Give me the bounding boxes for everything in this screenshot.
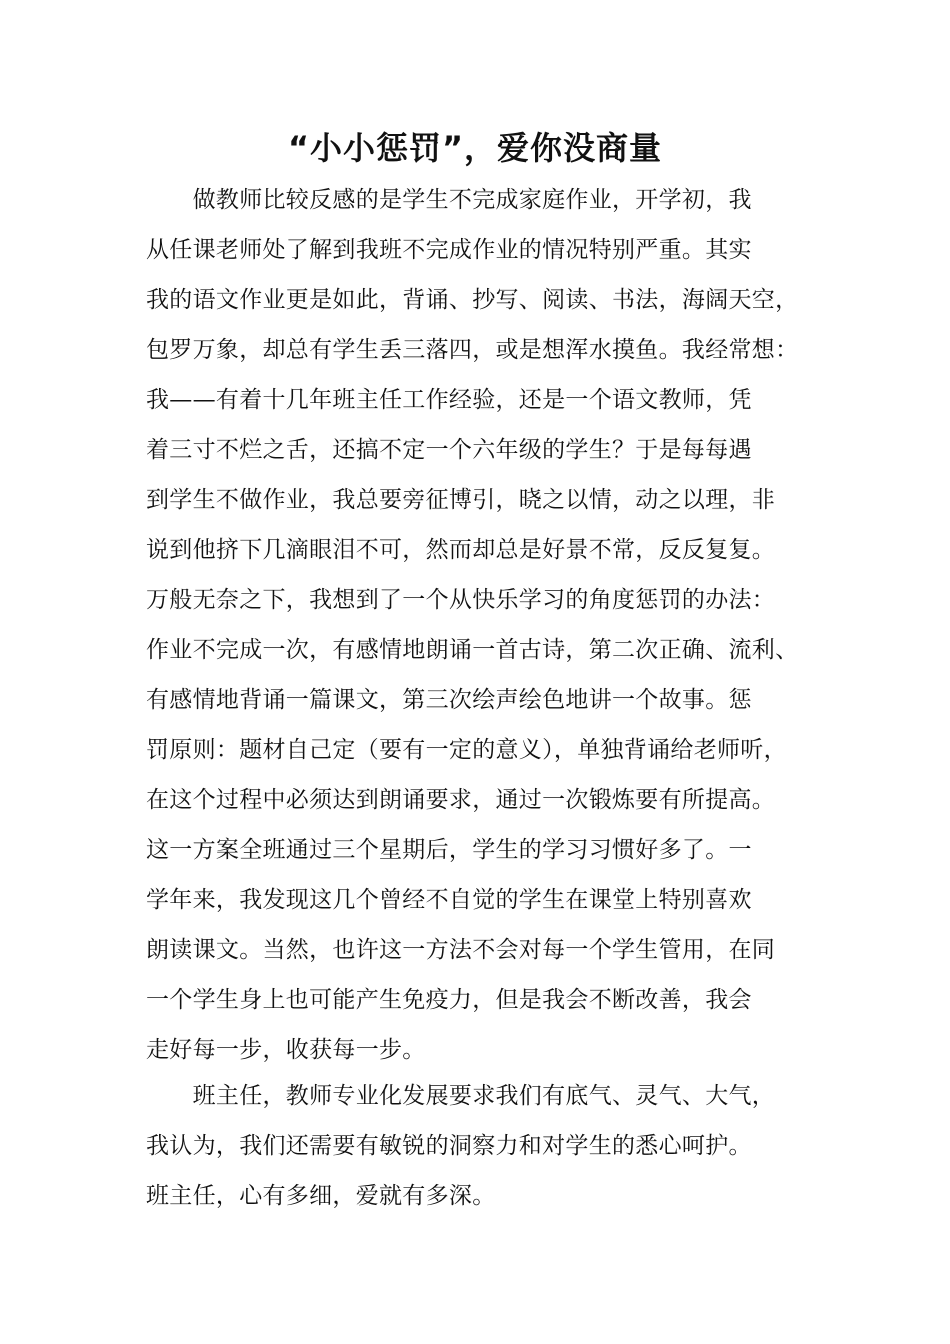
paragraph-line: 说到他挤下几滴眼泪不可，然而却总是好景不常，反反复复。 (146, 537, 776, 563)
paragraph-line: 我的语文作业更是如此，背诵、抄写、阅读、书法，海阔天空， (146, 287, 799, 313)
paragraph-line: 走好每一步，收获每一步。 (146, 1037, 426, 1063)
paragraph-line: 做教师比较反感的是学生不完成家庭作业，开学初，我 (146, 187, 752, 213)
paragraph-line: 作业不完成一次，有感情地朗诵一首古诗，第二次正确、流利、 (146, 637, 799, 663)
paragraph-line: 我——有着十几年班主任工作经验，还是一个语文教师，凭 (146, 387, 752, 413)
paragraph-line: 从任课老师处了解到我班不完成作业的情况特别严重。其实 (146, 237, 752, 263)
paragraph-line: 班主任，教师专业化发展要求我们有底气、灵气、大气， (146, 1083, 776, 1109)
paragraph-line: 班主任，心有多细，爱就有多深。 (146, 1183, 496, 1209)
paragraph-line: 在这个过程中必须达到朗诵要求，通过一次锻炼要有所提高。 (146, 787, 776, 813)
paragraph-line: 朗读课文。当然，也许这一方法不会对每一个学生管用，在同 (146, 937, 776, 963)
paragraph-line: 这一方案全班通过三个星期后，学生的学习习惯好多了。一 (146, 837, 752, 863)
paragraph-line: 有感情地背诵一篇课文，第三次绘声绘色地讲一个故事。惩 (146, 687, 752, 713)
body-paragraph-1 (146, 175, 814, 1075)
paragraph-line: 着三寸不烂之舌，还搞不定一个六年级的学生？于是每每遇 (146, 437, 752, 463)
paragraph-line: 罚原则：题材自己定（要有一定的意义），单独背诵给老师听， (146, 737, 787, 763)
paragraph-line: 包罗万象，却总有学生丢三落四，或是想浑水摸鱼。我经常想： (146, 337, 799, 363)
document-title: “小小惩罚”，爱你没商量 (287, 129, 663, 167)
paragraph-line: 到学生不做作业，我总要旁征博引，晓之以情，动之以理，非 (146, 487, 776, 513)
body-paragraph-2 (146, 1071, 814, 1221)
paragraph-line: 我认为，我们还需要有敏锐的洞察力和对学生的悉心呵护。 (146, 1133, 752, 1159)
paragraph-line: 万般无奈之下，我想到了一个从快乐学习的角度惩罚的办法： (146, 587, 776, 613)
paragraph-line: 一个学生身上也可能产生免疫力，但是我会不断改善，我会 (146, 987, 752, 1013)
paragraph-line: 学年来，我发现这几个曾经不自觉的学生在课堂上特别喜欢 (146, 887, 752, 913)
